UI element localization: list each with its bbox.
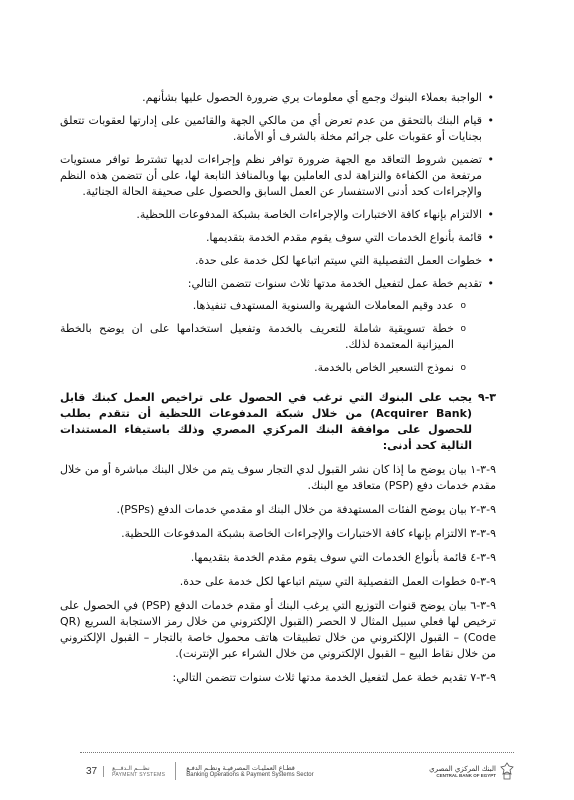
payment-systems-logo	[112, 765, 165, 778]
payment-systems-logo-ar: نظـــم الـدفـــع	[112, 764, 150, 772]
sub-bullet-item: o خطة تسويقية شاملة للتعريف بالخدمة وتفعيل استخدامها على ان يوضح بالخطة الميزانية المعتمدة لذلك.	[60, 321, 468, 353]
numbered-item: ٩-٣-٣ الالتزام بإنهاء كافة الاختبارات والإجراءات الخاصة بشبكة المدفوعات اللحظية.	[121, 527, 496, 540]
sector-name	[186, 764, 313, 778]
numbered-item: ٩-٣-١ بيان يوضح ما إذا كان نشر القبول لدي التجار سوف يتم من خلال البنك مباشرة أو من خلال مقدم خدمات دفع (PSP) متعاقد مع البنك.	[60, 463, 496, 492]
bullet-item: • تضمين شروط التعاقد مع الجهة ضرورة توافر نظم وإجراءات لديها تشترط توافر مستويات مرتفعة من الكفاءة والنزاهة لدى العاملين بها وبالمنافذ التابعة لها، على أن تتضمن هذه النظم والإجراءات كحد أدنى الاستفسار عن العمل السابق والحصول على صحيفة الحالة الجنائية.	[60, 152, 496, 200]
numbered-item: ٩-٣-٢ بيان يوضح الفئات المستهدفة من خلال البنك او مقدمي خدمات الدفع (PSPs).	[116, 503, 496, 516]
sub-bullet-list	[60, 298, 482, 376]
bullet-item: • قيام البنك بالتحقق من عدم تعرض أي من مالكي الجهة والقائمين على إدارتها لعقوبات تتعلق بجنايات أو عقوبات على جرائم مخلة بالشرف أو الأمانة.	[60, 113, 496, 145]
numbered-item: ٩-٣-٦ بيان يوضح قنوات التوزيع التي يرغب البنك أو مقدم خدمات الدفع (PSP) في الحصول على ترخيص لها فعلي سبيل المثال لا الحصر (القبول الإلكتروني من خلال رمز الاستجابة السريع (QR Code) – القبول الإلكتروني من خلال تطبيقات هاتف محمول خاصة بالتجار – القبول الإلكتروني من خلال نقاط البيع – القبول الإلكتروني من خلال الشراء عبر الإنترنت).	[60, 599, 496, 660]
section-heading	[60, 390, 496, 454]
eagle-emblem-icon	[500, 762, 514, 780]
page-footer	[80, 752, 514, 789]
bullet-item: • الواجبة بعملاء البنوك وجمع أي معلومات يري ضرورة الحصول عليها بشأنهم.	[60, 90, 496, 106]
bullet-item: • قائمة بأنواع الخدمات التي سوف يقوم مقدم الخدمة بتقديمها.	[60, 230, 496, 246]
bullet-item-text: تقديم خطة عمل لتفعيل الخدمة مدتها ثلاث سنوات تتضمن التالي:	[187, 277, 482, 290]
bullet-item: • الالتزام بإنهاء كافة الاختبارات والإجراءات الخاصة بشبكة المدفوعات اللحظية.	[60, 207, 496, 223]
sector-name-ar: قطـاع العمليـات المصرفيـة ونظـم الدفـع	[186, 764, 295, 772]
payment-systems-logo-en: PAYMENT SYSTEMS	[112, 771, 166, 778]
section-number: ٣-٩	[477, 391, 496, 404]
page-number: 37	[80, 766, 104, 777]
numbered-item: ٩-٣-٧ تقديم خطة عمل لتفعيل الخدمة مدتها ثلاث سنوات تتضمن التالي:	[172, 671, 496, 684]
section-heading-text: يجب على البنوك التي ترغب في الحصول على تراخيص العمل كبنك قابل (Acquirer Bank) من خلال شبكة المدفوعات اللحظية أن تتقدم بطلب للحصول على موافقة البنك المركزي المصري وذلك باستيفاء المستندات التالية كحد أدنى:	[60, 391, 472, 452]
sub-bullet-item: o نموذج التسعير الخاص بالخدمة.	[60, 360, 468, 376]
numbered-item: ٩-٣-٤ قائمة بأنواع الخدمات التي سوف يقوم مقدم الخدمة بتقديمها.	[190, 551, 496, 564]
central-bank-logo	[429, 762, 514, 780]
bullet-item-with-sublist	[60, 276, 496, 376]
bullet-item: • خطوات العمل التفصيلية التي سيتم اتباعها لكل خدمة على حدة.	[60, 253, 496, 269]
sector-name-en: Banking Operations & Payment Systems Sector	[186, 772, 314, 778]
page-content	[60, 90, 496, 694]
numbered-items	[60, 462, 496, 686]
footer-divider	[175, 762, 176, 780]
bullet-list	[60, 90, 496, 376]
central-bank-name-en: CENTRAL BANK OF EGYPT	[436, 772, 496, 778]
numbered-item: ٩-٣-٥ خطوات العمل التفصيلية التي سيتم اتباعها لكل خدمة على حدة.	[179, 575, 496, 588]
central-bank-name-ar: البنك المركزي المصري	[429, 764, 496, 773]
sub-bullet-item: o عدد وقيم المعاملات الشهرية والسنوية المستهدف تنفيذها.	[60, 298, 468, 314]
